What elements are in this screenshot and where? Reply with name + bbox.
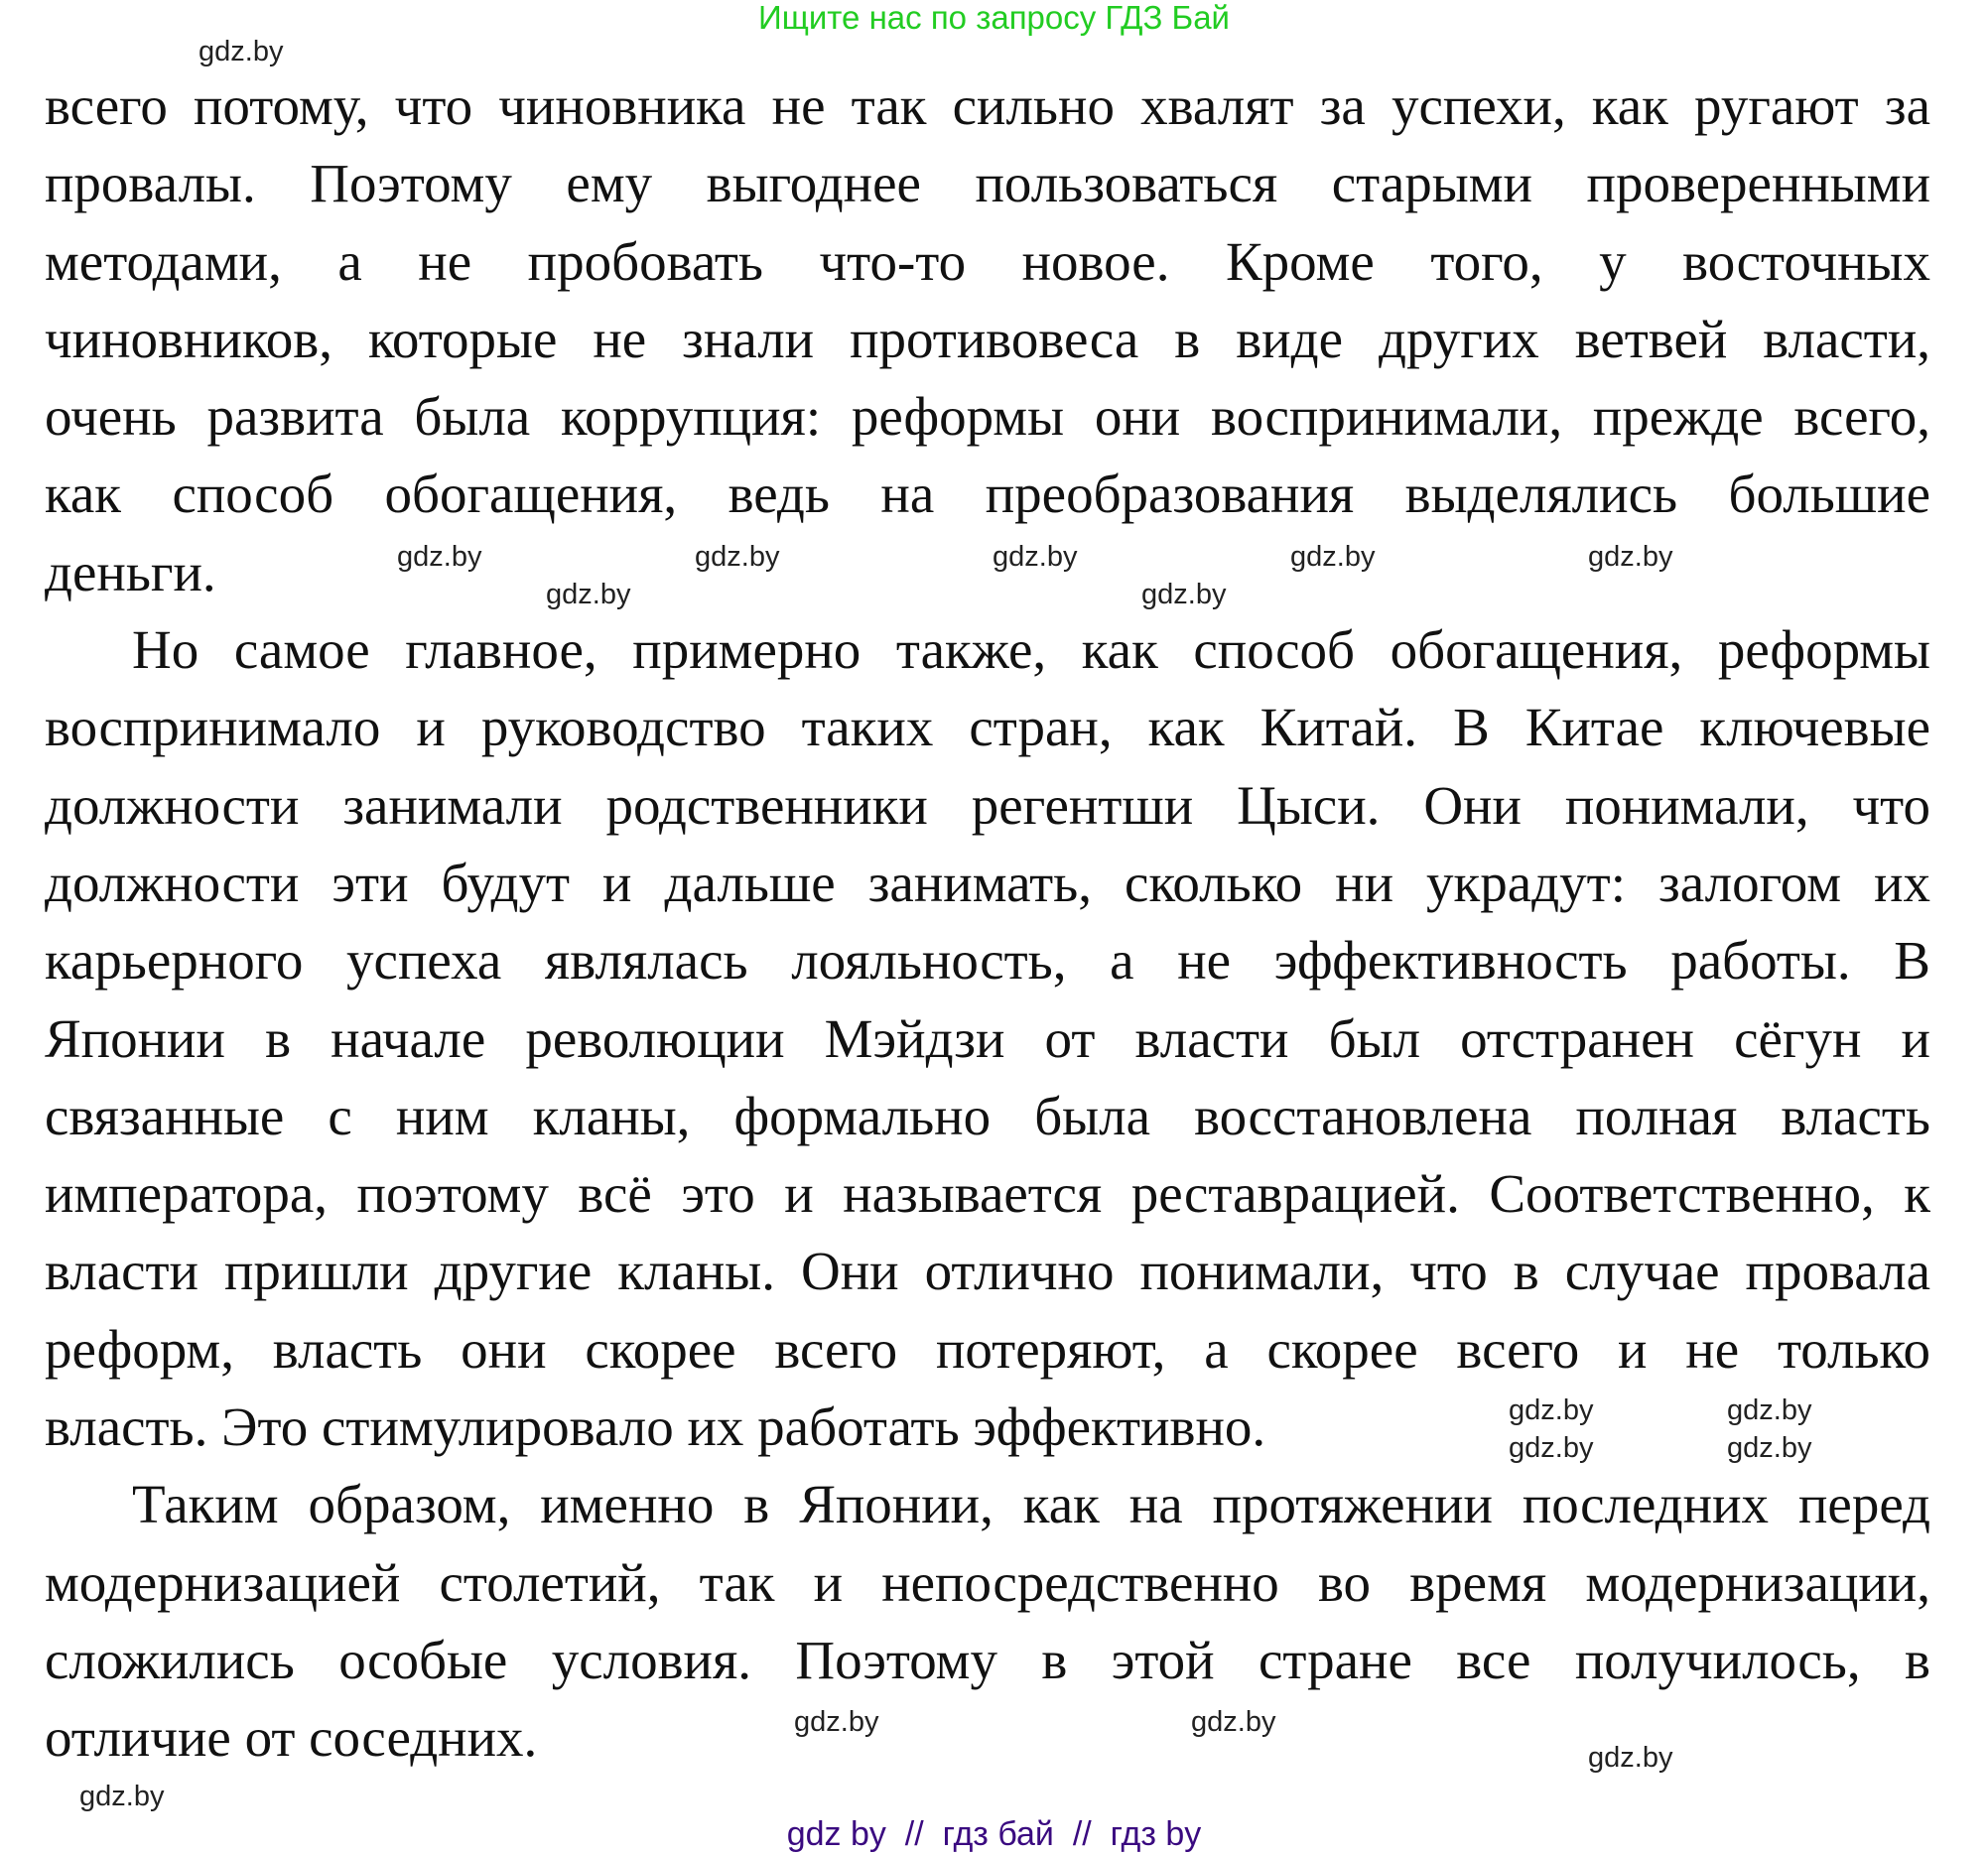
search-hint-banner: Ищите нас по запросу ГДЗ Бай [758,0,1230,36]
text-line: власти пришли другие кланы. Они отлично понимали, что в случае провала [45,1241,1930,1302]
text-line: сложились особые условия. Поэтому в этой стране все получилось, в [45,1629,1930,1690]
watermark: gdz.by [79,1781,165,1812]
watermark: gdz.by [199,36,284,67]
watermark: gdz.by [1290,541,1376,573]
watermark: gdz.by [695,541,780,573]
text-line: должности эти будут и дальше занимать, сколько ни украдут: залогом их [45,852,1930,913]
text-line: Японии в начале революции Мэйдзи от власти был отстранен сёгун и [45,1007,1930,1069]
text-line: карьерного успеха являлась лояльность, а не эффективность работы. В [45,930,1930,992]
watermark: gdz.by [1509,1432,1594,1464]
watermark: gdz.by [1509,1394,1594,1426]
footer-links: gdz by // гдз бай // гдз by [786,1815,1202,1853]
text-line: как способ обогащения, ведь на преобразования выделялись большие [45,464,1930,525]
text-line: реформ, власть они скорее всего потеряют, а скорее всего и не только [45,1318,1930,1380]
text-line: воспринимало и руководство таких стран, как Китай. В Китае ключевые [45,697,1930,758]
text-line: очень развита была коррупция: реформы они воспринимали, прежде всего, [45,386,1930,448]
text-line: Но самое главное, примерно также, как способ обогащения, реформы [132,619,1930,681]
text-line: связанные с ним кланы, формально была восстановлена полная власть [45,1085,1930,1146]
watermark: gdz.by [1727,1394,1812,1426]
text-line: власть. Это стимулировало их работать эффективно. [45,1396,1266,1458]
watermark: gdz.by [993,541,1078,573]
text-line: императора, поэтому всё это и называется реставрацией. Соответственно, к [45,1163,1930,1225]
watermark: gdz.by [1588,1742,1673,1774]
document-body [45,67,1930,1778]
text-line: чиновников, которые не знали противовеса в виде других ветвей власти, [45,308,1930,369]
watermark: gdz.by [1191,1706,1276,1738]
watermark: gdz.by [397,541,482,573]
text-line: всего потому, что чиновника не так сильно хвалят за успехи, как ругают за [45,75,1930,136]
text-line: Таким образом, именно в Японии, как на протяжении последних перед [132,1474,1930,1535]
watermark: gdz.by [794,1706,879,1738]
text-line: деньги. [45,541,216,602]
text-line: отличие от соседних. [45,1707,538,1769]
text-line: провалы. Поэтому ему выгоднее пользоваться старыми проверенными [45,153,1930,214]
text-line: должности занимали родственники регентши Цыси. Они понимали, что [45,774,1930,836]
watermark: gdz.by [1727,1432,1812,1464]
watermark: gdz.by [546,579,631,610]
watermark: gdz.by [1141,579,1227,610]
text-line: методами, а не пробовать что-то новое. Кроме того, у восточных [45,230,1930,292]
text-line: модернизацией столетий, так и непосредственно во время модернизации, [45,1551,1930,1613]
watermark: gdz.by [1588,541,1673,573]
